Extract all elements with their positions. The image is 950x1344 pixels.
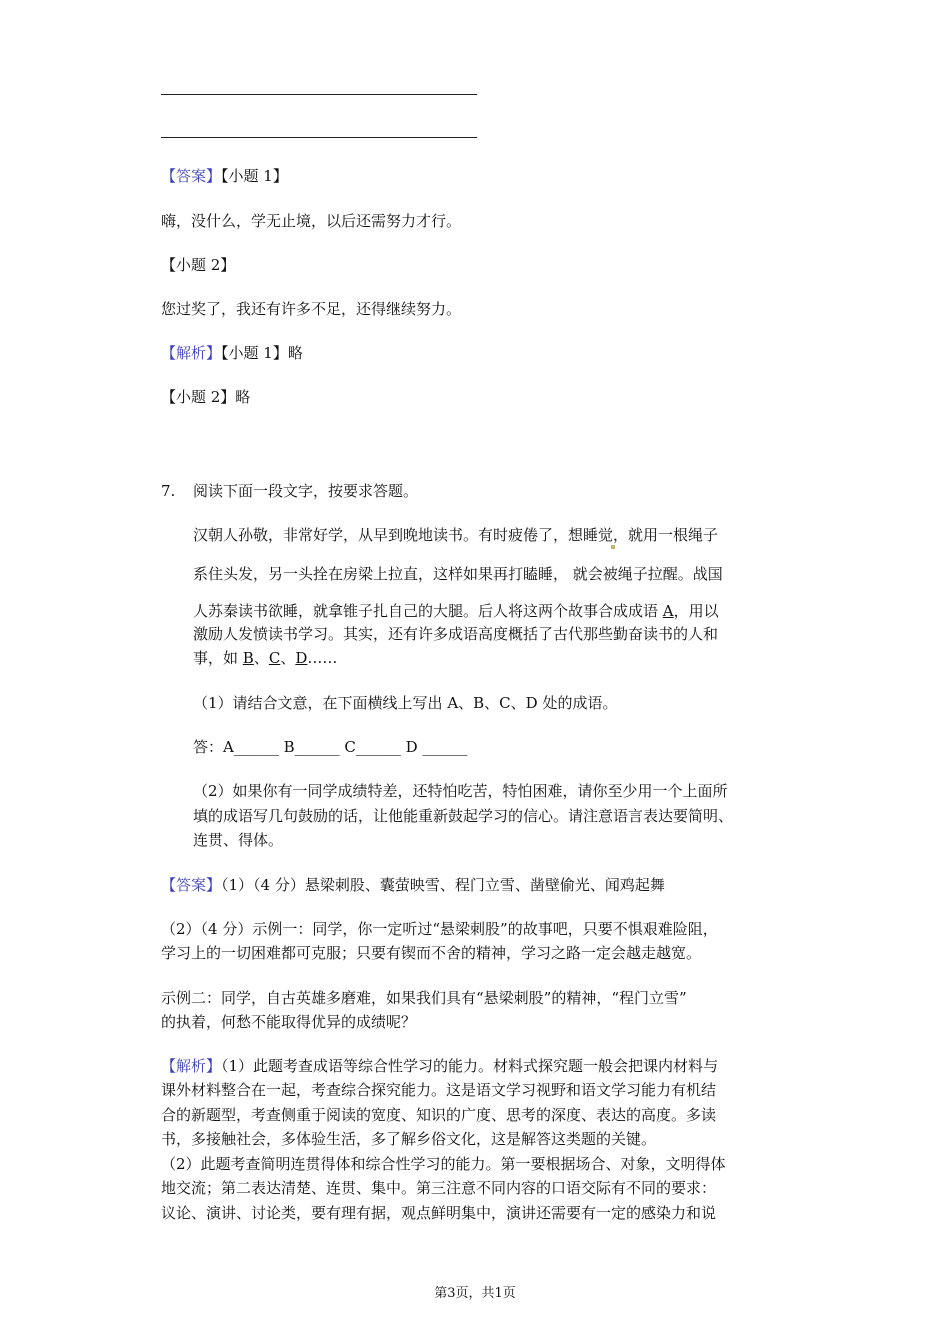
analysis-heading-1 bbox=[161, 342, 303, 364]
passage-line bbox=[193, 600, 719, 622]
answer-text: （2）（4 分）示例一：同学，你一定听过“悬梁刺股”的故事吧，只要不惧艰难险阻， bbox=[161, 920, 718, 938]
analysis-text: 书，多接触社会，多体验生活，多了解乡俗文化，这是解答这类题的关键。 bbox=[161, 1130, 657, 1148]
analysis-tag: 【解析】 bbox=[161, 1057, 222, 1075]
question-prompt: 阅读下面一段文字，按要求答题。 bbox=[193, 482, 419, 500]
analysis-text: 地交流；第二表达清楚、连贯、集中。第三注意不同内容的口语交际有不同的要求： bbox=[161, 1179, 717, 1197]
answer-text: 嗨，没什么，学无止境，以后还需努力才行。 bbox=[161, 212, 462, 230]
passage-line bbox=[193, 647, 337, 669]
answer-text: 的执着，何愁不能取得优异的成绩呢？ bbox=[161, 1013, 417, 1031]
sub-question-1: （1）请结合文意，在下面横线上写出 A、B、C、D 处的成语。 bbox=[193, 694, 618, 712]
question-number: 7. bbox=[161, 482, 176, 500]
analysis-heading-7 bbox=[161, 1055, 718, 1077]
passage-text: 、 bbox=[280, 649, 296, 667]
blank-answer-line-2 bbox=[161, 137, 477, 138]
answer-tag: 【答案】 bbox=[161, 167, 222, 185]
passage-text: 人苏秦读书欲睡，就拿锥子扎自己的大腿。后人将这两个故事合成成语 bbox=[193, 602, 663, 620]
answer-tag: 【答案】 bbox=[161, 876, 222, 894]
analysis-text: 合的新题型，考查侧重于阅读的宽度、知识的广度、思考的深度、表达的高度。多读 bbox=[161, 1106, 717, 1124]
edit-mark-icon bbox=[611, 545, 615, 549]
passage-line: 汉朝人孙敬，非常好学，从早到晚地读书。有时疲倦了，想睡觉，就用一根绳子 bbox=[193, 526, 719, 544]
sub-question-2: 连贯、得体。 bbox=[193, 831, 284, 849]
page-footer: 第3页，共1页 bbox=[434, 1286, 516, 1301]
analysis-text: （2）此题考查简明连贯得体和综合性学习的能力。第一要根据场合、对象，文明得体 bbox=[161, 1155, 726, 1173]
analysis-text: （1）此题考查成语等综合性学习的能力。材料式探究题一般会把课内材料与 bbox=[221, 1057, 719, 1075]
passage-text: …… bbox=[307, 649, 338, 667]
answer-text: 示例二：同学，自古英雄多磨难，如果我们具有“悬梁刺股”的精神，“程门立雪” bbox=[161, 989, 687, 1007]
sub-question-label: 【小题 2】 bbox=[161, 256, 236, 274]
blank-answer-line-1 bbox=[161, 94, 477, 95]
analysis-text: 课外材料整合在一起，考查综合探究能力。这是语文学习视野和语文学习能力有机结 bbox=[161, 1081, 717, 1099]
question-7-prompt-line bbox=[161, 480, 175, 502]
analysis-text: 【小题 1】略 bbox=[221, 344, 303, 362]
answer-heading-1 bbox=[161, 165, 288, 187]
answer-fill-line: 答：A______ B______ C______ D ______ bbox=[193, 738, 468, 756]
passage-text: ，用以 bbox=[673, 602, 719, 620]
passage-line: 系住头发，另一头拴在房梁上拉直，这样如果再打瞌睡， 就会被绳子拉醒。战国 bbox=[193, 565, 723, 583]
answer-heading-7 bbox=[161, 874, 665, 896]
analysis-text: 【小题 2】略 bbox=[161, 388, 251, 406]
blank-marker-c: C bbox=[268, 649, 281, 667]
answer-text: （1）（4 分）悬梁刺股、囊萤映雪、程门立雪、凿壁偷光、闻鸡起舞 bbox=[221, 876, 665, 894]
analysis-tag: 【解析】 bbox=[161, 344, 222, 362]
sub-question-label: 【小题 1】 bbox=[221, 167, 288, 185]
passage-text: 、 bbox=[253, 649, 269, 667]
sub-question-2: 填的成语写几句鼓励的话，让他能重新鼓起学习的信心。请注意语言表达要简明、 bbox=[193, 807, 734, 825]
blank-marker-d: D bbox=[295, 649, 308, 667]
blank-marker-a: A bbox=[662, 602, 674, 620]
sub-question-2: （2）如果你有一同学成绩特差，还特怕吃苦，特怕困难，请你至少用一个上面所 bbox=[193, 782, 728, 800]
passage-text: 事，如 bbox=[193, 649, 243, 667]
passage-line: 激励人发愤读书学习。其实，还有许多成语高度概括了古代那些勤奋读书的人和 bbox=[193, 625, 719, 643]
analysis-text: 议论、演讲、讨论类，要有理有据，观点鲜明集中，演讲还需要有一定的感染力和说 bbox=[161, 1204, 717, 1222]
blank-marker-b: B bbox=[242, 649, 254, 667]
answer-text: 学习上的一切困难都可克服；只要有锲而不舍的精神，学习之路一定会越走越宽。 bbox=[161, 944, 702, 962]
answer-text: 您过奖了，我还有许多不足，还得继续努力。 bbox=[161, 300, 462, 318]
